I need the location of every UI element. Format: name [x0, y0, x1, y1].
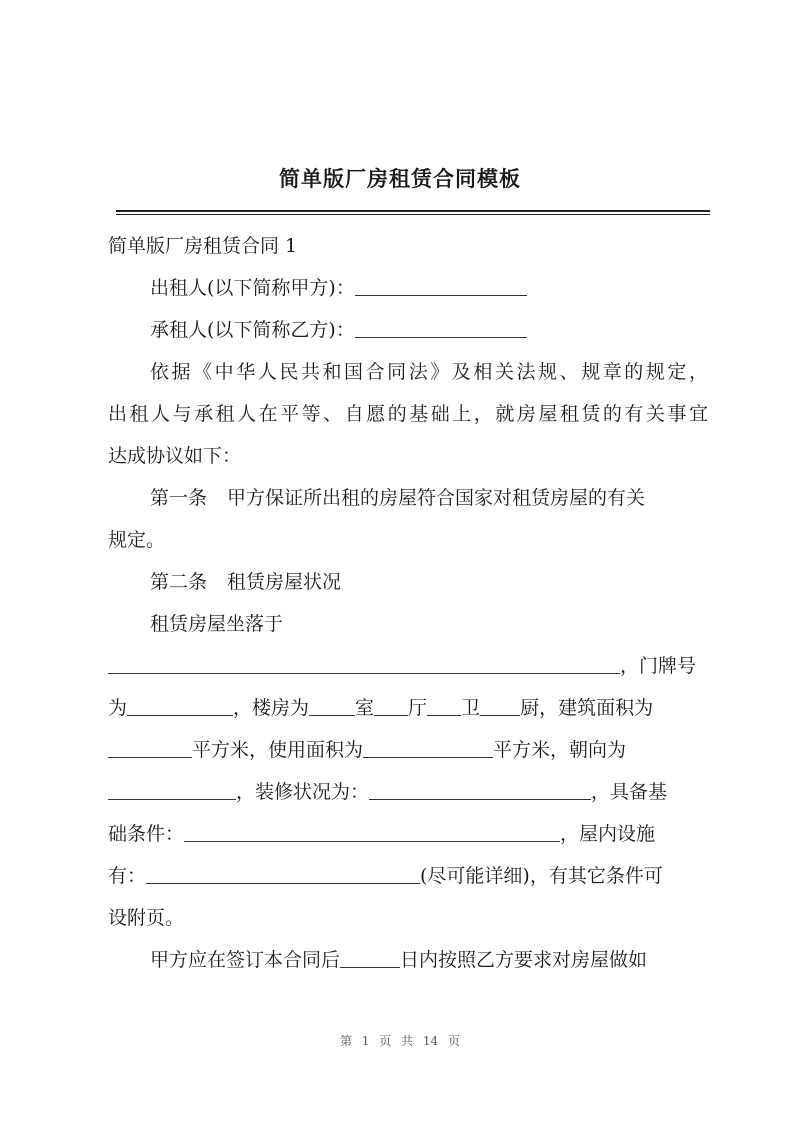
- footer-total-pages: 14: [422, 1034, 439, 1048]
- article1-line-1: [108, 477, 708, 519]
- days-within-text: 日内按照乙方要求对房屋做如: [400, 949, 648, 971]
- decoration-line: [108, 771, 708, 813]
- rooms-blank: [309, 715, 355, 716]
- page-footer: [0, 1032, 800, 1049]
- lessee-label: 承租人(以下简称乙方)：: [150, 319, 355, 341]
- baths-blank: [427, 715, 461, 716]
- article2-heading: [108, 561, 708, 603]
- basic-conditions-text: 础条件：: [108, 823, 185, 845]
- kitchens-blank: [480, 715, 520, 716]
- door-number-blank: [127, 715, 233, 716]
- title-rule-thin: [116, 214, 710, 215]
- intro-line-3: 达成协议如下：: [108, 445, 242, 467]
- lessor-label: 出租人(以下简称甲方)：: [150, 277, 355, 299]
- decoration-blank: [369, 799, 591, 800]
- wei-bath-text: 卫: [461, 697, 481, 719]
- door-number-label: ，门牌号: [620, 655, 697, 677]
- ting-text: 厅: [408, 697, 428, 719]
- wei-text: 为: [108, 697, 128, 719]
- location-blank: [108, 673, 620, 674]
- basic-conditions-line: [108, 813, 708, 855]
- party-a-line: [108, 939, 708, 981]
- footer-ye-gong: 页 共: [379, 1034, 414, 1048]
- intro-line-2: 出租人与承租人在平等、自愿的基础上，就房屋租赁的有关事宜: [108, 403, 708, 425]
- detail-note-text: (尽可能详细)，有其它条件可: [420, 865, 663, 887]
- lessee-line: [108, 309, 708, 351]
- article1-text: 甲方保证所出租的房屋符合国家对租赁房屋的有关: [227, 487, 646, 509]
- article2-number: 第二条: [150, 571, 208, 593]
- building-text: ，楼房为: [233, 697, 310, 719]
- location-line: [108, 645, 708, 687]
- room-layout-line: [108, 687, 708, 729]
- location-label: 租赁房屋坐落于: [150, 613, 284, 635]
- title-rule-thick: [116, 210, 710, 212]
- intro-line-1: 依据《中华人民共和国合同法》及相关法规、规章的规定，: [150, 361, 708, 383]
- chu-text: 厨，建筑面积为: [520, 697, 654, 719]
- area-line: [108, 729, 708, 771]
- you-text: 有：: [108, 865, 147, 887]
- facing-blank: [108, 799, 236, 800]
- use-area-text: 平方米，使用面积为: [192, 739, 364, 761]
- has-basic-text: ，具备基: [591, 781, 668, 803]
- footer-di: 第: [339, 1034, 352, 1048]
- facilities-line: [108, 855, 708, 897]
- decoration-text: ，装修状况为：: [236, 781, 370, 803]
- halls-blank: [374, 715, 408, 716]
- footer-page-number: 1: [361, 1034, 370, 1048]
- use-area-blank: [363, 757, 493, 758]
- indoor-text: ，屋内设施: [560, 823, 656, 845]
- facing-text: 平方米，朝向为: [493, 739, 627, 761]
- days-blank: [340, 967, 400, 968]
- article1-line-2: 规定。: [108, 529, 166, 551]
- facilities-blank: [146, 883, 420, 884]
- lessor-blank: [355, 295, 527, 296]
- article2-title: 租赁房屋状况: [227, 571, 342, 593]
- contract-heading: 简单版厂房租赁合同 1: [108, 235, 298, 257]
- basic-conditions-blank: [184, 841, 560, 842]
- lessee-blank: [355, 337, 527, 338]
- footer-ye: 页: [448, 1034, 461, 1048]
- building-area-blank: [108, 757, 192, 758]
- contract-body: [108, 225, 708, 981]
- appendix-line: 设附页。: [108, 907, 185, 929]
- lessor-line: [108, 267, 708, 309]
- shi-text: 室: [355, 697, 375, 719]
- article1-number: 第一条: [150, 487, 208, 509]
- party-a-text: 甲方应在签订本合同后: [150, 949, 341, 971]
- page-title: 简单版厂房租赁合同模板: [279, 167, 521, 191]
